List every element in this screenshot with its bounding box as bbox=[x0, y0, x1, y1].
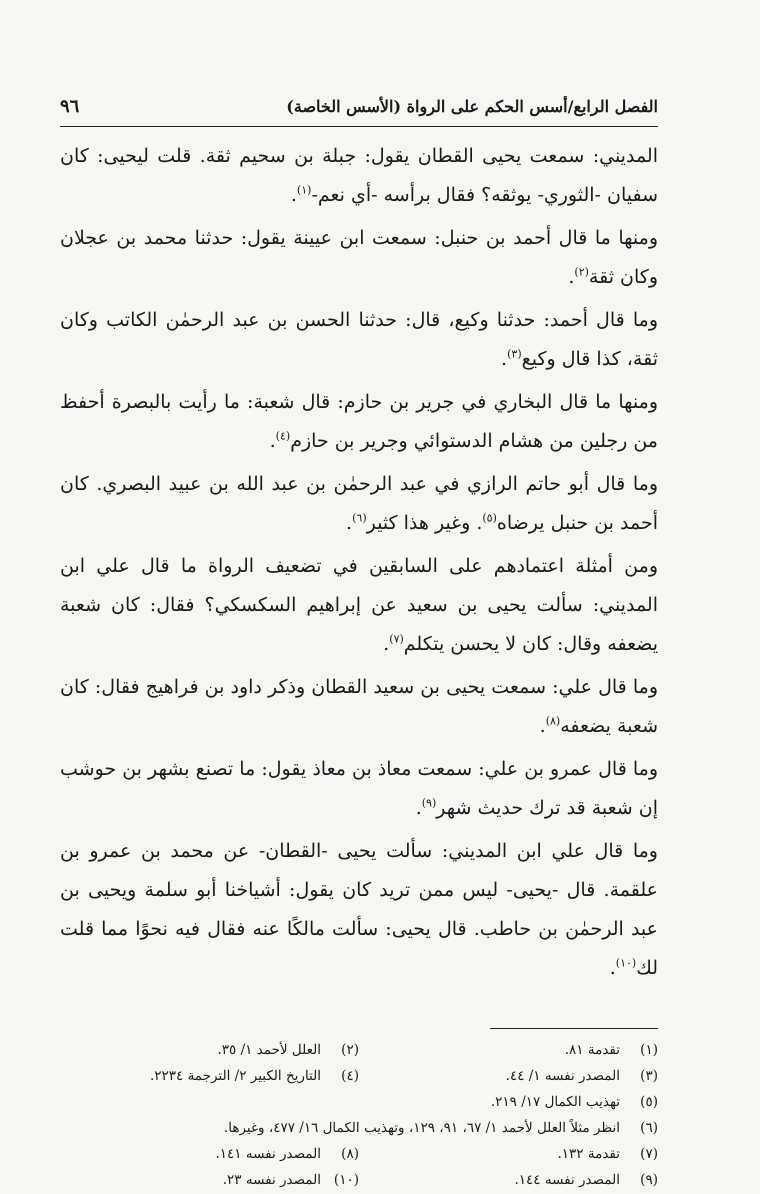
footnote-ref: (١) bbox=[296, 183, 312, 197]
footnote-row bbox=[60, 1167, 658, 1193]
footnote: (١) تقدمة ٨١. bbox=[564, 1042, 658, 1058]
footnote: (١٠) المصدر نفسه ٢٣. bbox=[222, 1172, 359, 1188]
footnote-row bbox=[60, 1037, 658, 1063]
running-title: الفصل الرابع/أسس الحكم على الرواة (الأسس الخاصة) bbox=[286, 97, 658, 116]
paragraph: ومنها ما قال البخاري في جرير بن حازم: قال شعبة: ما رأيت بالبصرة أحفظ من رجلين من هشام الدستوائي وجرير بن حازم$^{(٤)}$. bbox=[60, 391, 658, 452]
footnote-row bbox=[60, 1141, 658, 1167]
footnote: (٧) تقدمة ١٣٢. bbox=[557, 1146, 658, 1162]
paragraph: وما قال علي: سمعت يحيى بن سعيد القطان وذكر داود بن فراهيج فقال: كان شعبة يضعفه$^{(٨)}$. bbox=[60, 676, 658, 737]
footnote-ref: (٨) bbox=[545, 714, 561, 728]
paragraph: وما قال علي ابن المديني: سألت يحيى -القطان- عن محمد بن عمرو بن علقمة. قال -يحيى- ليس ممن تريد كان يقول: أشياخنا أبو سلمة ويحيى بن عبد الرحمٰن بن حاطب. قال يحيى: سألت مالكًا عنه فقال فيه نحوًا مما قلت لك$^{(١٠)}$. bbox=[60, 840, 658, 979]
paragraph: وما قال أبو حاتم الرازي في عبد الرحمٰن بن عبد الله بن عبيد البصري. كان أحمد بن حنبل يرضاه$^{(٥)}$. وغير هذا كثير$^{(٦)}$. bbox=[60, 473, 658, 534]
paragraph: ومن أمثلة اعتمادهم على السابقين في تضعيف الرواة ما قال علي ابن المديني: سألت يحيى بن سعيد عن إبراهيم السكسكي؟ فقال: كان شعبة يضعفه وقال: كان لا يحسن يتكلم$^{(٧)}$. bbox=[60, 555, 658, 655]
footnote-divider bbox=[490, 1028, 658, 1029]
footnotes bbox=[60, 1037, 658, 1193]
footnote-ref: (١٠) bbox=[615, 956, 637, 970]
footnote-row bbox=[60, 1115, 658, 1141]
footnote-ref: (٤) bbox=[275, 429, 291, 443]
footnote: (٦) انظر مثلاً العلل لأحمد ١/ ٦٧، ٩١، ١٢٩، وتهذيب الكمال ١٦/ ٤٧٧، وغيرها. bbox=[223, 1120, 658, 1136]
paragraph: المديني: سمعت يحيى القطان يقول: جبلة بن سحيم ثقة. قلت ليحيى: كان سفيان -الثوري- يوثقه؟ فقال برأسه -أي نعم-$^{(١)}$. bbox=[60, 145, 658, 206]
footnote: (٢) العلل لأحمد ١/ ٣٥. bbox=[217, 1042, 359, 1058]
footnote-ref: (٧) bbox=[389, 632, 404, 646]
footnote: (٩) المصدر نفسه ١٤٤. bbox=[514, 1172, 658, 1188]
footnote-row bbox=[60, 1089, 658, 1115]
main-text bbox=[60, 137, 658, 988]
paragraph: ومنها ما قال أحمد بن حنبل: سمعت ابن عيينة يقول: حدثنا محمد بن عجلان وكان ثقة$^{(٢)}$. bbox=[60, 227, 658, 288]
footnote-ref: (٩) bbox=[421, 796, 437, 810]
footnote-row bbox=[60, 1063, 658, 1089]
paragraph: وما قال عمرو بن علي: سمعت معاذ بن معاذ يقول: ما تصنع بشهر بن حوشب إن شعبة قد ترك حديث شهر$^{(٩)}$. bbox=[60, 758, 658, 819]
footnote: (٨) المصدر نفسه ١٤١. bbox=[215, 1146, 359, 1162]
footnote-ref: (٥) bbox=[482, 511, 497, 525]
footnote-ref: (٣) bbox=[507, 347, 522, 361]
paragraph: وما قال أحمد: حدثنا وكيع، قال: حدثنا الحسن بن عبد الرحمٰن الكاتب وكان ثقة، كذا قال وكيع$^{(٣)}$. bbox=[60, 309, 658, 370]
book-page bbox=[60, 96, 658, 1193]
footnote-ref: (٢) bbox=[574, 265, 589, 279]
footnote: (٣) المصدر نفسه ١/ ٤٤. bbox=[505, 1068, 658, 1084]
page-number: ٩٦ bbox=[60, 96, 80, 117]
footnote-ref: (٦) bbox=[352, 511, 367, 525]
page-header bbox=[60, 96, 658, 127]
footnote: (٥) تهذيب الكمال ١٧/ ٢١٩. bbox=[490, 1094, 658, 1110]
footnote: (٤) التاريخ الكبير ٢/ الترجمة ٢٢٣٤. bbox=[149, 1068, 359, 1084]
